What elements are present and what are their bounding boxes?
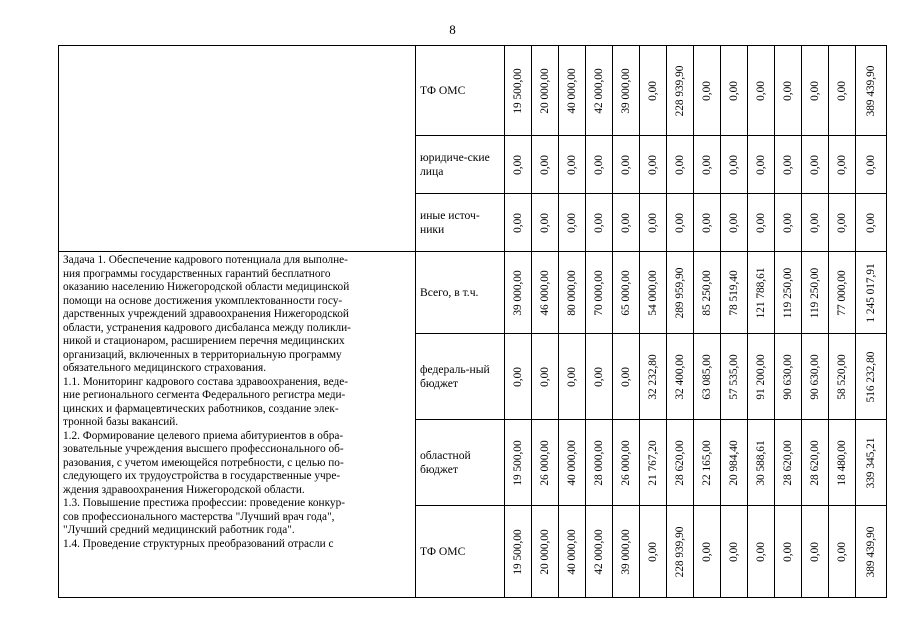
task-description-line: цинских и фармацевтических работников, создание элек- xyxy=(63,402,339,415)
value-cell xyxy=(532,334,559,420)
value-text: 339 345,21 xyxy=(865,437,877,488)
value-text: 0,00 xyxy=(701,212,713,233)
value-text: 42 000,00 xyxy=(593,67,605,114)
value-cell xyxy=(775,506,802,598)
value-cell xyxy=(802,46,829,136)
value-cell xyxy=(775,252,802,334)
value-text: 78 519,40 xyxy=(728,269,740,316)
value-text: 0,00 xyxy=(593,154,605,175)
value-text: 28 620,00 xyxy=(809,439,821,486)
value-text: 0,00 xyxy=(755,541,767,562)
value-text: 22 165,00 xyxy=(701,439,713,486)
value-text: 26 000,00 xyxy=(620,439,632,486)
value-text: 0,00 xyxy=(728,154,740,175)
value-text: 0,00 xyxy=(865,212,877,233)
value-cell xyxy=(802,136,829,194)
value-cell xyxy=(613,506,640,598)
funding-source-cell: ТФ ОМС xyxy=(416,46,505,136)
value-text: 119 250,00 xyxy=(809,267,821,318)
total-value-cell xyxy=(856,334,887,420)
value-text: 0,00 xyxy=(539,154,551,175)
total-value-cell xyxy=(856,506,887,598)
value-cell xyxy=(721,252,748,334)
value-cell xyxy=(640,506,667,598)
task-description-line: "Лучший средний медицинский работник года". xyxy=(63,524,295,536)
value-cell xyxy=(775,136,802,194)
value-cell xyxy=(694,252,721,334)
value-text: 0,00 xyxy=(647,154,659,175)
task-description-line: Задача 1. Обеспечение кадрового потенциала для выполне- xyxy=(63,254,348,266)
total-value-cell xyxy=(856,136,887,194)
value-cell xyxy=(505,194,532,252)
value-cell xyxy=(802,194,829,252)
table-row xyxy=(59,252,887,334)
value-text: 0,00 xyxy=(566,212,578,233)
value-cell xyxy=(775,46,802,136)
value-cell xyxy=(532,136,559,194)
value-cell xyxy=(775,194,802,252)
value-cell xyxy=(694,334,721,420)
value-text: 389 439,90 xyxy=(865,65,877,116)
value-text: 0,00 xyxy=(782,541,794,562)
value-text: 32 232,80 xyxy=(647,353,659,400)
value-text: 0,00 xyxy=(566,154,578,175)
value-cell xyxy=(829,420,856,506)
value-cell xyxy=(532,46,559,136)
value-text: 54 000,00 xyxy=(647,269,659,316)
value-text: 0,00 xyxy=(674,154,686,175)
value-text: 121 788,61 xyxy=(755,267,767,318)
value-cell xyxy=(586,136,613,194)
task-description-line: организаций, включенных в территориальную программу xyxy=(63,348,342,361)
value-text: 0,00 xyxy=(782,80,794,101)
value-cell xyxy=(667,420,694,506)
task-description-line: зовательные учреждения высшего профессионального об- xyxy=(63,443,344,455)
value-cell xyxy=(721,136,748,194)
value-text: 0,00 xyxy=(620,212,632,233)
value-text: 0,00 xyxy=(674,212,686,233)
value-cell xyxy=(505,252,532,334)
value-cell xyxy=(721,506,748,598)
value-cell xyxy=(559,194,586,252)
task-description xyxy=(59,252,416,598)
table-row xyxy=(59,46,887,136)
value-text: 0,00 xyxy=(836,212,848,233)
value-cell xyxy=(829,506,856,598)
value-text: 21 767,20 xyxy=(647,439,659,486)
value-cell xyxy=(667,506,694,598)
value-cell xyxy=(613,194,640,252)
value-cell xyxy=(721,334,748,420)
task-description-line: ние регионального сегмента Федерального регистра меди- xyxy=(63,389,346,401)
value-text: 80 000,00 xyxy=(566,269,578,316)
value-text: 1 245 017,91 xyxy=(865,262,877,323)
value-cell xyxy=(532,506,559,598)
task-description-line: 1.1. Мониторинг кадрового состава здравоохранения, веде- xyxy=(63,375,348,388)
value-cell xyxy=(775,420,802,506)
value-text: 46 000,00 xyxy=(539,269,551,316)
total-value-cell xyxy=(856,420,887,506)
value-text: 77 000,00 xyxy=(836,269,848,316)
value-cell xyxy=(667,46,694,136)
value-cell xyxy=(559,136,586,194)
value-cell xyxy=(667,334,694,420)
value-text: 228 939,90 xyxy=(674,65,686,116)
value-cell xyxy=(586,334,613,420)
value-cell xyxy=(802,252,829,334)
value-text: 0,00 xyxy=(728,541,740,562)
task-description-line: 1.4. Проведение структурных преобразований отрасли с xyxy=(63,537,334,550)
value-text: 20 984,40 xyxy=(728,439,740,486)
value-cell xyxy=(613,136,640,194)
value-text: 40 000,00 xyxy=(566,528,578,575)
value-text: 70 000,00 xyxy=(593,269,605,316)
value-cell xyxy=(748,252,775,334)
value-cell xyxy=(613,46,640,136)
value-text: 0,00 xyxy=(836,80,848,101)
page-number: 8 xyxy=(449,22,456,37)
value-text: 0,00 xyxy=(782,154,794,175)
value-cell xyxy=(721,194,748,252)
value-cell xyxy=(829,136,856,194)
value-cell xyxy=(721,420,748,506)
value-text: 0,00 xyxy=(782,212,794,233)
value-text: 20 000,00 xyxy=(539,67,551,114)
value-text: 0,00 xyxy=(512,366,524,387)
value-cell xyxy=(748,420,775,506)
value-text: 0,00 xyxy=(701,80,713,101)
value-cell xyxy=(640,194,667,252)
task-description-line: 1.2. Формирование целевого приема абитуриентов в обра- xyxy=(63,429,344,442)
value-text: 39 000,00 xyxy=(620,528,632,575)
value-cell xyxy=(748,334,775,420)
value-text: 0,00 xyxy=(809,154,821,175)
value-text: 40 000,00 xyxy=(566,67,578,114)
task-description-line: никой и стационаром, расширением перечня медицинских xyxy=(63,335,345,347)
value-cell xyxy=(586,46,613,136)
value-text: 0,00 xyxy=(512,212,524,233)
value-text: 0,00 xyxy=(701,154,713,175)
funding-source-cell: иные источ-ники xyxy=(416,194,505,252)
value-text: 39 000,00 xyxy=(512,269,524,316)
value-text: 26 000,00 xyxy=(539,439,551,486)
task-description-line: ния программы государственных гарантий бесплатного xyxy=(63,267,331,280)
value-text: 30 588,61 xyxy=(755,439,767,486)
funding-source-cell: федераль-ный бюджет xyxy=(416,334,505,420)
value-text: 0,00 xyxy=(647,212,659,233)
value-text: 0,00 xyxy=(566,366,578,387)
value-cell xyxy=(532,420,559,506)
value-text: 0,00 xyxy=(593,366,605,387)
value-text: 0,00 xyxy=(593,212,605,233)
value-text: 389 439,90 xyxy=(865,526,877,577)
task-description-line: дарственных учреждений здравоохранения Нижегородской xyxy=(63,308,349,320)
value-cell xyxy=(829,194,856,252)
value-text: 0,00 xyxy=(539,366,551,387)
task-description-line: сов профессионального мастерства "Лучший врач года", xyxy=(63,510,335,523)
value-text: 516 232,80 xyxy=(865,351,877,402)
value-text: 0,00 xyxy=(620,366,632,387)
value-cell xyxy=(586,420,613,506)
value-cell xyxy=(829,334,856,420)
value-cell xyxy=(613,420,640,506)
value-text: 90 630,00 xyxy=(782,353,794,400)
value-text: 0,00 xyxy=(701,541,713,562)
value-cell xyxy=(802,506,829,598)
value-cell xyxy=(505,334,532,420)
value-cell xyxy=(694,46,721,136)
value-cell xyxy=(802,420,829,506)
value-cell xyxy=(802,334,829,420)
funding-source-cell: юридиче-ские лица xyxy=(416,136,505,194)
task-description-line: ждения здравоохранения Нижегородской области. xyxy=(63,483,305,496)
value-text: 28 620,00 xyxy=(674,439,686,486)
description-cell-empty xyxy=(59,46,416,252)
value-cell xyxy=(532,194,559,252)
funding-source-cell: ТФ ОМС xyxy=(416,506,505,598)
value-cell xyxy=(613,334,640,420)
value-text: 20 000,00 xyxy=(539,528,551,575)
value-cell xyxy=(829,46,856,136)
value-text: 119 250,00 xyxy=(782,267,794,318)
value-cell xyxy=(694,136,721,194)
task-description-line: помощи на основе достижения укомплектованности госу- xyxy=(63,294,343,307)
value-cell xyxy=(559,252,586,334)
value-cell xyxy=(748,46,775,136)
value-text: 65 000,00 xyxy=(620,269,632,316)
value-text: 0,00 xyxy=(539,212,551,233)
value-cell xyxy=(748,506,775,598)
value-text: 28 000,00 xyxy=(593,439,605,486)
value-text: 63 085,00 xyxy=(701,353,713,400)
funding-source-cell: Всего, в т.ч. xyxy=(416,252,505,334)
value-cell xyxy=(640,334,667,420)
total-value-cell xyxy=(856,252,887,334)
value-cell xyxy=(667,194,694,252)
value-text: 85 250,00 xyxy=(701,269,713,316)
value-cell xyxy=(505,136,532,194)
task-description-line: 1.3. Повышение престижа профессии: проведение конкур- xyxy=(63,497,345,509)
value-text: 0,00 xyxy=(865,154,877,175)
value-cell xyxy=(559,46,586,136)
value-text: 0,00 xyxy=(755,212,767,233)
value-text: 40 000,00 xyxy=(566,439,578,486)
value-cell xyxy=(613,252,640,334)
value-text: 42 000,00 xyxy=(593,528,605,575)
value-text: 0,00 xyxy=(620,154,632,175)
value-cell xyxy=(586,506,613,598)
value-text: 0,00 xyxy=(728,212,740,233)
value-cell xyxy=(640,136,667,194)
value-cell xyxy=(559,506,586,598)
value-text: 57 535,00 xyxy=(728,353,740,400)
task-description-line: области, устранения кадрового дисбаланса между поликли- xyxy=(63,321,351,334)
value-cell xyxy=(721,46,748,136)
value-cell xyxy=(694,420,721,506)
value-text: 0,00 xyxy=(755,80,767,101)
value-text: 0,00 xyxy=(809,80,821,101)
value-text: 28 620,00 xyxy=(782,439,794,486)
value-text: 0,00 xyxy=(512,154,524,175)
value-cell xyxy=(640,420,667,506)
value-text: 0,00 xyxy=(728,80,740,101)
value-cell xyxy=(694,194,721,252)
value-text: 58 520,00 xyxy=(836,353,848,400)
value-cell xyxy=(505,506,532,598)
value-cell xyxy=(586,252,613,334)
value-cell xyxy=(694,506,721,598)
value-cell xyxy=(505,420,532,506)
value-text: 0,00 xyxy=(836,541,848,562)
task-description-line: следующего их трудоустройства в государственные учре- xyxy=(63,470,341,482)
value-text: 91 200,00 xyxy=(755,353,767,400)
value-cell xyxy=(667,252,694,334)
funding-source-cell: областной бюджет xyxy=(416,420,505,506)
value-cell xyxy=(640,46,667,136)
value-text: 18 480,00 xyxy=(836,439,848,486)
value-text: 19 500,00 xyxy=(512,67,524,114)
value-cell xyxy=(505,46,532,136)
value-text: 0,00 xyxy=(755,154,767,175)
value-text: 0,00 xyxy=(809,541,821,562)
value-cell xyxy=(559,334,586,420)
value-text: 39 000,00 xyxy=(620,67,632,114)
value-text: 0,00 xyxy=(647,80,659,101)
value-text: 0,00 xyxy=(836,154,848,175)
budget-table xyxy=(58,45,887,598)
total-value-cell xyxy=(856,46,887,136)
value-cell xyxy=(829,252,856,334)
value-cell xyxy=(586,194,613,252)
task-description-line: тронной базы вакансий. xyxy=(63,416,179,428)
value-cell xyxy=(748,136,775,194)
value-text: 0,00 xyxy=(647,541,659,562)
task-description-line: разования, с учетом имеющейся потребности, с целью по- xyxy=(63,456,344,469)
value-text: 228 939,90 xyxy=(674,526,686,577)
value-text: 32 400,00 xyxy=(674,353,686,400)
value-text: 19 500,00 xyxy=(512,528,524,575)
value-cell xyxy=(532,252,559,334)
value-cell xyxy=(748,194,775,252)
value-text: 289 959,90 xyxy=(674,267,686,318)
value-text: 19 500,00 xyxy=(512,439,524,486)
total-value-cell xyxy=(856,194,887,252)
value-text: 90 630,00 xyxy=(809,353,821,400)
value-text: 0,00 xyxy=(809,212,821,233)
task-description-line: оказанию населению Нижегородской области медицинской xyxy=(63,281,350,293)
value-cell xyxy=(559,420,586,506)
value-cell xyxy=(640,252,667,334)
task-description-line: обязательного медицинского страхования. xyxy=(63,362,267,374)
value-cell xyxy=(775,334,802,420)
value-cell xyxy=(667,136,694,194)
